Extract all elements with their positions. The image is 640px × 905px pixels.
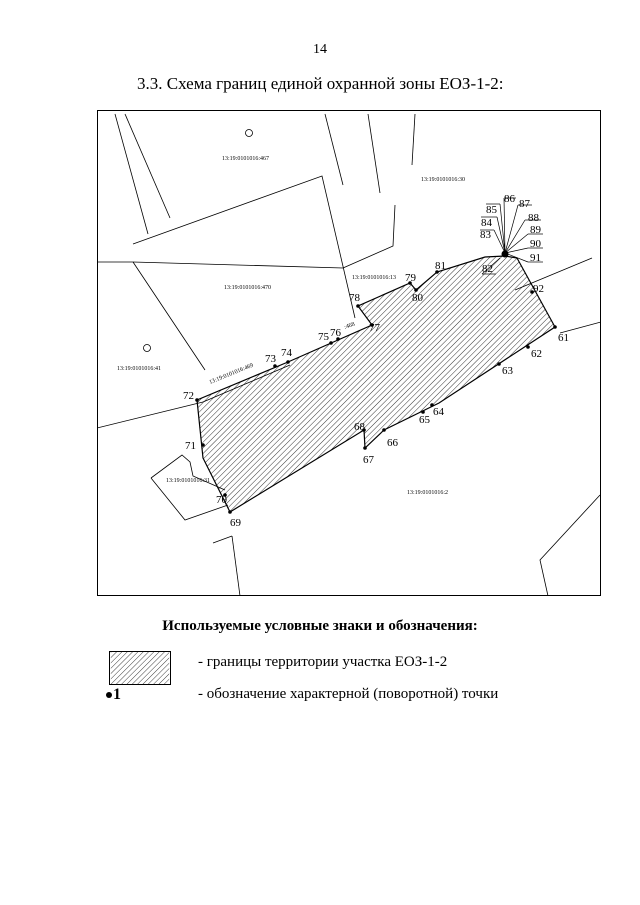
legend-point-description: - обозначение характерной (поворотной) точки — [198, 686, 499, 702]
point-label: 90 — [530, 238, 541, 250]
section-title: 3.3. Схема границ единой охранной зоны ЕОЗ-1-2: — [137, 74, 504, 93]
point-label: 79 — [405, 272, 416, 284]
tree-marker-icon — [246, 130, 253, 137]
legend-point-number: 1 — [113, 686, 121, 703]
point-label: 76 — [330, 327, 341, 339]
point-label: 62 — [531, 348, 542, 360]
legend-title: Используемые условные знаки и обозначения: — [162, 618, 478, 634]
page-number: 14 — [313, 42, 327, 57]
point-label: 87 — [519, 198, 530, 210]
point-label: 72 — [183, 390, 194, 402]
point-label: 78 — [349, 292, 360, 304]
protection-zone-area — [197, 256, 555, 512]
point-label: 91 — [530, 252, 541, 264]
cadastral-label: 13:19:0101016:470 — [224, 285, 272, 291]
point-marker-icon — [106, 692, 112, 698]
point-label: 83 — [480, 229, 491, 241]
point-label: 64 — [433, 406, 444, 418]
cadastral-label: 13:19:0101016:2 — [407, 490, 449, 496]
cadastral-label: 13:19:0101016:31 — [166, 478, 211, 484]
point-label: 69 — [230, 517, 241, 529]
point-label: 66 — [387, 437, 398, 449]
point-label: 85 — [486, 204, 497, 216]
cadastral-label: :468 — [343, 321, 356, 331]
point-label: 84 — [481, 217, 492, 229]
cadastral-label: 13:19:0101016:41 — [117, 366, 162, 372]
point-label: 65 — [419, 414, 430, 426]
point-label: 68 — [354, 421, 365, 433]
legend-hatch-description: - границы территории участка ЕОЗ-1-2 — [198, 654, 448, 670]
point-label: 92 — [533, 283, 544, 295]
point-label: 86 — [504, 193, 515, 205]
point-label: 81 — [435, 260, 446, 272]
cadastral-label: 13:19:0101016:467 — [222, 156, 270, 162]
cadastral-label: 13:19:0101016:30 — [421, 177, 466, 183]
point-label: 88 — [528, 212, 539, 224]
point-label: 70 — [216, 494, 227, 506]
point-label: 71 — [185, 440, 196, 452]
point-label: 61 — [558, 332, 569, 344]
legend-hatch-swatch — [109, 651, 171, 685]
point-label: 89 — [530, 224, 541, 236]
cadastral-label: 13:19:0101016:469 — [208, 362, 255, 386]
point-label: 77 — [369, 322, 380, 334]
point-label: 73 — [265, 353, 276, 365]
tree-marker-icon — [144, 345, 151, 352]
legend-point-sample — [106, 686, 121, 704]
point-label: 75 — [318, 331, 329, 343]
point-label: 80 — [412, 292, 423, 304]
point-label: 67 — [363, 454, 374, 466]
point-label: 74 — [281, 347, 292, 359]
cadastral-label: 13:19:0101016:13 — [352, 275, 397, 281]
point-label: 82 — [482, 263, 493, 275]
point-label: 63 — [502, 365, 513, 377]
